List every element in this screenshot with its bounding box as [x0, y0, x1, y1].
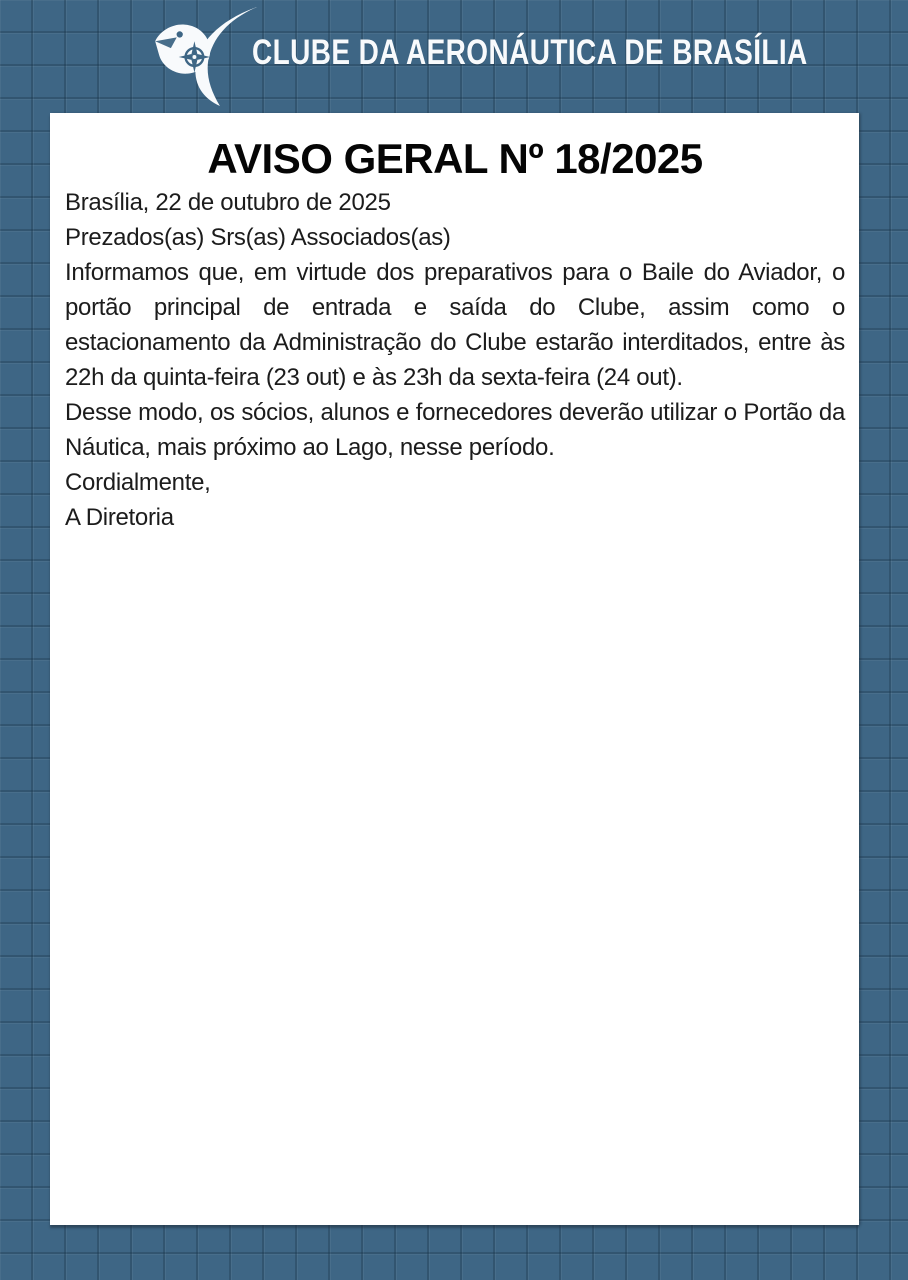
signature: A Diretoria: [65, 504, 174, 531]
notice-paragraph: Informamos que, em virtude dos preparativos para o Baile do Aviador, o portão principal de entrada e saída do Clube, assim como o estacionamento da Administração do Clube estarão interditados, entre às 22h da quinta-feira (23 out) e às 23h da sexta-feira (24 out).: [65, 259, 845, 391]
date-line: Brasília, 22 de outubro de 2025: [65, 189, 391, 216]
notice-paper: [50, 113, 859, 1225]
header-banner: [0, 0, 908, 113]
club-name: CLUBE DA AERONÁUTICA DE BRASÍLIA: [252, 33, 808, 72]
notice-title: AVISO GERAL Nº 18/2025: [207, 135, 703, 182]
closing: Cordialmente,: [65, 469, 211, 496]
notice-paragraph: Desse modo, os sócios, alunos e fornecedores deverão utilizar o Portão da Náutica, mais próximo ao Lago, nesse período.: [65, 399, 845, 461]
salutation: Prezados(as) Srs(as) Associados(as): [65, 224, 451, 251]
